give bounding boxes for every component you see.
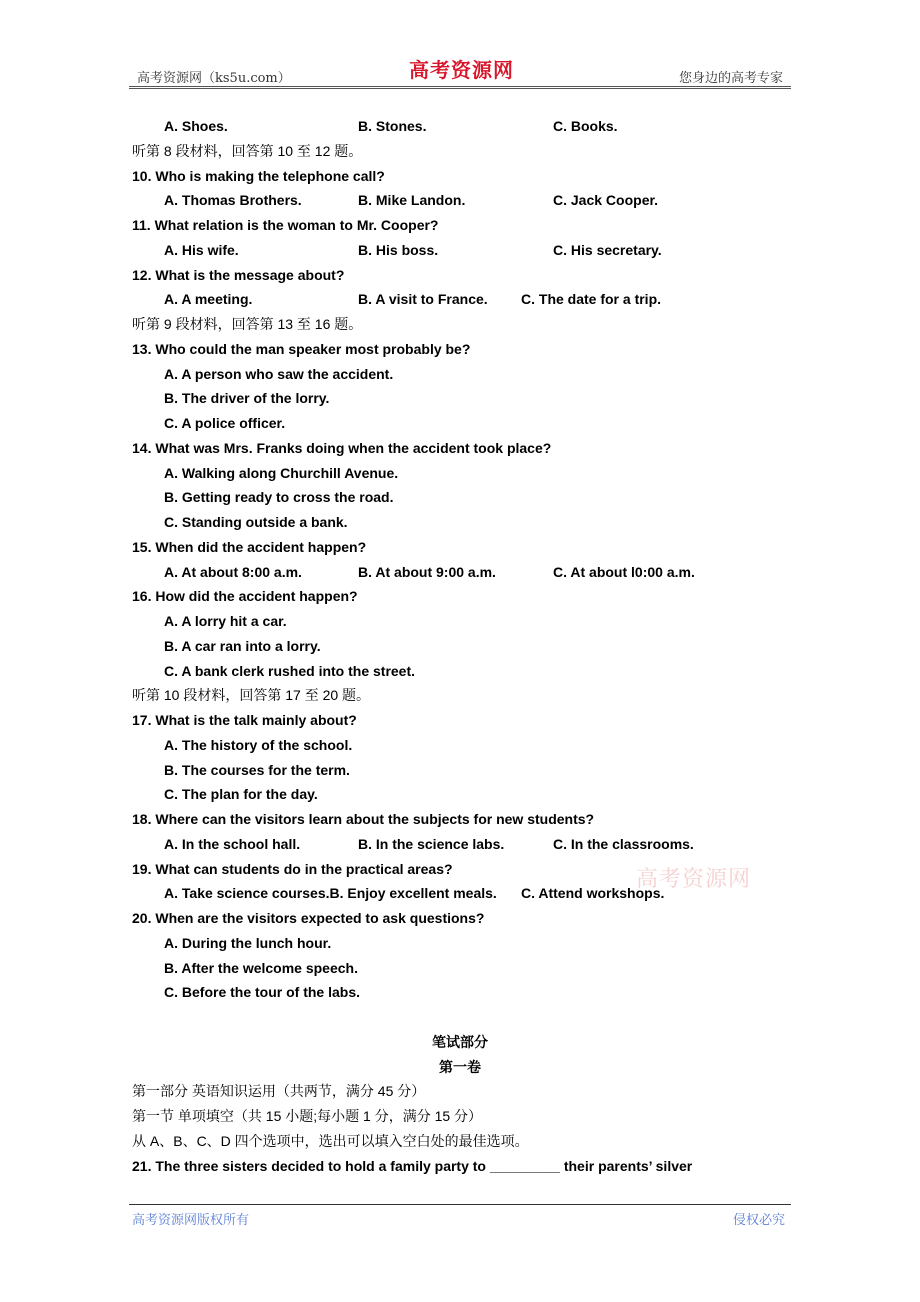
answer-option: B. Stones. [358, 118, 427, 134]
question-text: 16. How did the accident happen? [132, 588, 358, 605]
document-line [0, 362, 920, 387]
document-line [0, 1154, 920, 1179]
document-line [0, 609, 920, 634]
answer-option: A. At about 8:00 a.m. [164, 563, 302, 580]
document-line [0, 263, 920, 288]
header-slogan: 您身边的高考专家 [678, 71, 783, 86]
answer-option: C. At about l0:00 a.m. [553, 563, 695, 580]
document-line [0, 411, 920, 436]
answer-option: C. The date for a trip. [521, 291, 662, 308]
answer-option: A. A lorry hit a car. [164, 613, 287, 629]
footer-copyright: 高考资源网版权所有 [132, 1213, 250, 1228]
answer-option: C. A police officer. [164, 415, 286, 431]
question-text: 12. What is the message about? [132, 266, 345, 283]
answer-option: B. After the welcome speech. [164, 959, 358, 976]
document-line [0, 980, 920, 1005]
footer-rights: 侵权必究 [732, 1213, 785, 1228]
document-line [0, 1079, 920, 1104]
option-row [0, 560, 920, 585]
answer-option: B. At about 9:00 a.m. [358, 563, 496, 580]
page-header [129, 58, 791, 89]
document-line [0, 857, 920, 882]
document-line [0, 733, 920, 758]
answer-option: C. Attend workshops. [521, 885, 665, 902]
document-line [0, 164, 920, 189]
document-line [0, 708, 920, 733]
document-line [0, 1129, 920, 1154]
question-text: 20. When are the visitors expected to ask questions? [132, 910, 485, 926]
section-instruction: 听第 8 段材料，回答第 10 至 12 题。 [132, 142, 363, 159]
question-text: 14. What was Mrs. Franks doing when the accident took place? [132, 439, 552, 456]
answer-option: B. Getting ready to cross the road. [164, 489, 394, 506]
question-text: 21. The three sisters decided to hold a family party to _________ their parents’ silver [132, 1157, 693, 1174]
option-row [0, 238, 920, 263]
section-instruction: 从 A、B、C、D 四个选项中，选出可以填入空白处的最佳选项。 [132, 1132, 529, 1149]
document-line [0, 1055, 920, 1080]
document-line [0, 906, 920, 931]
answer-option: B. The courses for the term. [164, 761, 350, 778]
option-row [0, 114, 920, 139]
question-text: 19. What can students do in the practical areas? [132, 860, 453, 877]
document-line [0, 386, 920, 411]
question-text: 11. What relation is the woman to Mr. Cooper? [132, 217, 439, 233]
document-line [0, 782, 920, 807]
document-line [0, 758, 920, 783]
document-line [0, 807, 920, 832]
answer-option: B. Mike Landon. [358, 192, 466, 209]
answer-option: C. A bank clerk rushed into the street. [164, 662, 416, 679]
document-line [0, 337, 920, 362]
answer-option: A. The history of the school. [164, 736, 353, 753]
header-site-name: 高考资源网（ks5u.com） [137, 71, 291, 86]
section-instruction: 第一部分 英语知识运用（共两节，满分 45 分） [132, 1083, 426, 1100]
document-line [0, 213, 920, 238]
page-footer [129, 1204, 791, 1228]
question-text: 13. Who could the man speaker most probably be? [132, 340, 471, 357]
document-line [0, 1030, 920, 1055]
document-line [0, 139, 920, 164]
document-line [0, 510, 920, 535]
document-body [0, 114, 920, 1178]
document-line [0, 584, 920, 609]
answer-option: C. Jack Cooper. [553, 192, 659, 209]
document-line [0, 683, 920, 708]
document-line [0, 461, 920, 486]
option-row [0, 188, 920, 213]
question-text: 18. Where can the visitors learn about the subjects for new students? [132, 811, 595, 827]
answer-option: A. Take science courses.B. Enjoy excellent meals. [164, 885, 497, 902]
document-line [0, 436, 920, 461]
answer-option: A. Walking along Churchill Avenue. [164, 464, 399, 481]
section-instruction: 听第 10 段材料，回答第 17 至 20 题。 [132, 687, 371, 704]
option-row [0, 832, 920, 857]
answer-option: B. The driver of the lorry. [164, 390, 330, 407]
section-instruction: 听第 9 段材料，回答第 13 至 16 题。 [132, 316, 363, 332]
option-row [0, 287, 920, 312]
answer-option: A. In the school hall. [164, 835, 301, 852]
question-text: 15. When did the accident happen? [132, 538, 367, 555]
answer-option: C. Before the tour of the labs. [164, 984, 361, 1001]
answer-option: C. Standing outside a bank. [164, 514, 348, 530]
answer-option: A. Shoes. [164, 118, 228, 134]
question-text: 10. Who is making the telephone call? [132, 167, 385, 184]
answer-option: A. His wife. [164, 241, 239, 258]
section-instruction: 第一节 单项填空（共 15 小题;每小题 1 分，满分 15 分） [132, 1108, 483, 1124]
site-logo: 高考资源网 [409, 58, 514, 82]
document-line [0, 485, 920, 510]
watermark: 高考资源网 [636, 867, 752, 892]
answer-option: B. In the science labs. [358, 835, 505, 852]
document-line [0, 659, 920, 684]
document-line [0, 535, 920, 560]
document-line [0, 634, 920, 659]
document-line [0, 931, 920, 956]
answer-option: B. A car ran into a lorry. [164, 637, 321, 654]
answer-option: A. Thomas Brothers. [164, 192, 302, 209]
question-text: 17. What is the talk mainly about? [132, 712, 357, 728]
answer-option: C. In the classrooms. [553, 835, 694, 852]
spacer [0, 1005, 920, 1030]
document-line [0, 312, 920, 337]
answer-option: A. A person who saw the accident. [164, 365, 394, 382]
answer-option: A. A meeting. [164, 291, 253, 308]
option-row [0, 881, 920, 906]
answer-option: C. Books. [553, 118, 618, 134]
section-title: 笔试部分 [432, 1033, 488, 1050]
answer-option: C. The plan for the day. [164, 786, 318, 803]
answer-option: B. A visit to France. [358, 291, 488, 308]
answer-option: B. His boss. [358, 241, 439, 258]
answer-option: A. During the lunch hour. [164, 934, 332, 951]
answer-option: C. His secretary. [553, 241, 662, 258]
document-line [0, 1104, 920, 1129]
section-title: 第一卷 [439, 1058, 481, 1075]
document-line [0, 956, 920, 981]
